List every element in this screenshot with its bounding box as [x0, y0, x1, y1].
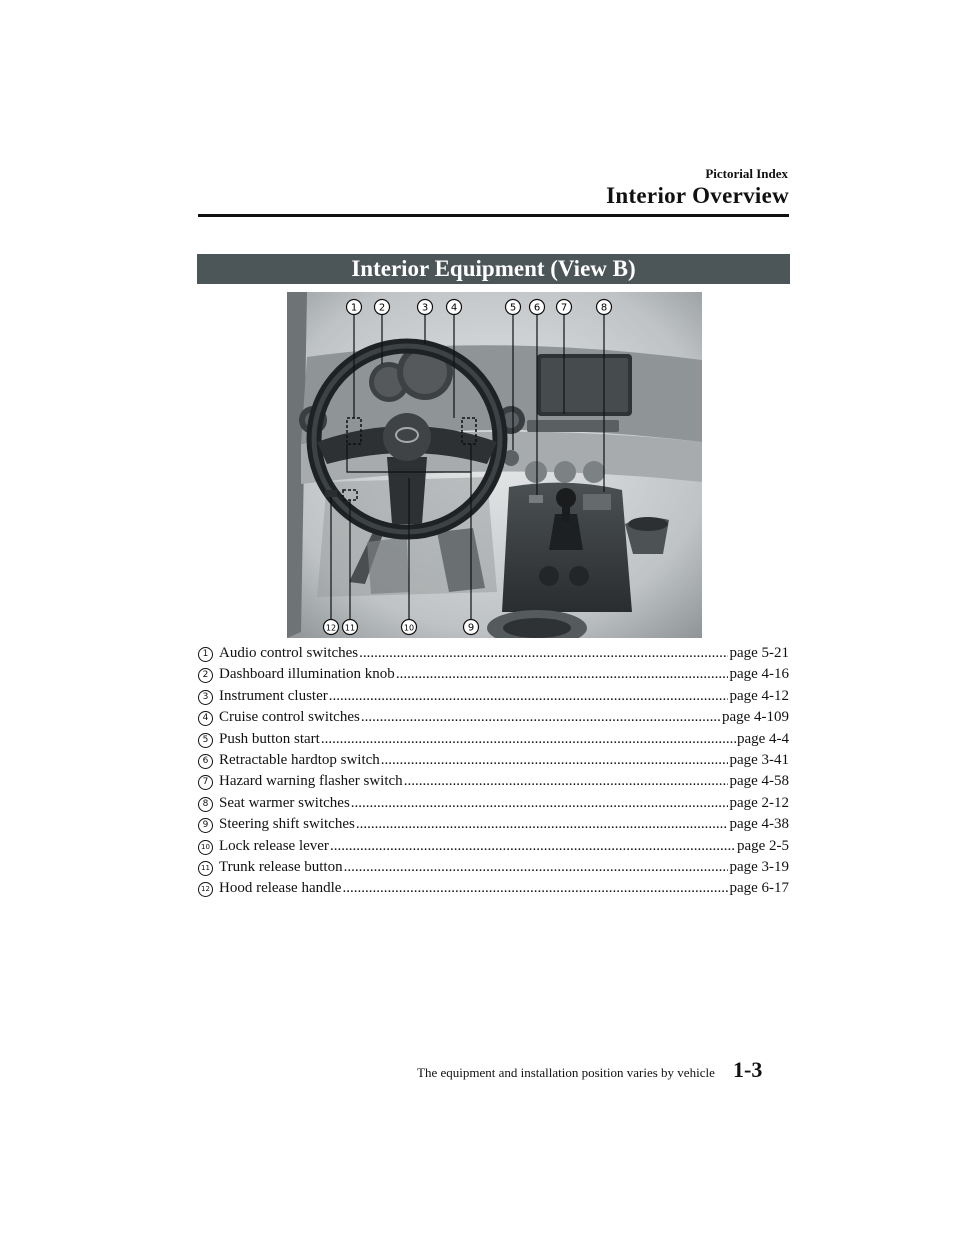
dot-leader	[329, 688, 729, 705]
dot-leader	[351, 795, 729, 812]
list-item	[198, 859, 789, 880]
list-item	[198, 709, 789, 730]
callout-7	[557, 300, 572, 315]
list-item	[198, 666, 789, 687]
dot-leader	[359, 645, 728, 662]
item-number-badge: 9	[198, 818, 213, 833]
callout-4	[447, 300, 462, 315]
dot-leader	[321, 731, 736, 748]
callout-2	[375, 300, 390, 315]
item-label: Cruise control switches	[219, 709, 360, 726]
callout-8-number: 8	[600, 302, 608, 314]
header-rule	[198, 214, 789, 217]
callout-7-number: 7	[560, 302, 568, 314]
callout-12-number: 12	[325, 623, 337, 633]
callout-4-number: 4	[450, 302, 458, 314]
callout-10-number: 10	[403, 623, 415, 633]
dot-leader	[356, 816, 729, 833]
page-reference: page 4-38	[729, 816, 789, 833]
callout-2-number: 2	[378, 302, 386, 314]
item-label: Hood release handle	[219, 880, 342, 897]
item-label: Retractable hardtop switch	[219, 751, 380, 768]
steering-assembly	[314, 344, 500, 532]
callout-5	[506, 300, 521, 315]
page-reference: page 5-21	[729, 645, 789, 661]
list-item	[198, 838, 789, 859]
list-item	[198, 816, 789, 837]
item-number-badge: 5	[198, 733, 213, 748]
item-label: Dashboard illumination knob	[219, 666, 395, 683]
dot-leader	[330, 838, 736, 855]
item-number-badge: 7	[198, 775, 213, 790]
dot-leader	[404, 773, 729, 790]
callout-6	[530, 300, 545, 315]
item-label: Seat warmer switches	[219, 794, 350, 811]
item-label: Trunk release button	[219, 858, 343, 875]
page-reference: page 4-16	[729, 666, 789, 683]
callout-9	[464, 620, 479, 635]
callout-11-number: 11	[344, 623, 356, 633]
item-number-badge: 10	[198, 840, 213, 855]
item-label: Hazard warning flasher switch	[219, 773, 403, 790]
item-label: Push button start	[219, 730, 320, 747]
page-reference: page 2-12	[729, 794, 789, 811]
page-number: 1-3	[733, 1057, 763, 1082]
page-reference: page 4-4	[736, 730, 789, 747]
equipment-list	[198, 645, 789, 902]
dot-leader	[342, 880, 728, 897]
callout-10	[402, 620, 417, 635]
item-number-badge: 3	[198, 690, 213, 705]
footer-note: The equipment and installation position varies by vehicle	[417, 1065, 715, 1080]
item-label: Lock release lever	[219, 837, 329, 854]
item-number-badge: 8	[198, 797, 213, 812]
page-title: Interior Overview	[606, 183, 789, 208]
page-reference: page 6-17	[729, 880, 789, 897]
dot-leader	[396, 666, 729, 683]
page-reference: page 4-12	[729, 687, 789, 704]
callout-5-number: 5	[509, 302, 517, 314]
list-item	[198, 773, 789, 794]
item-label: Audio control switches	[219, 645, 359, 661]
item-label: Steering shift switches	[219, 816, 355, 833]
page-reference: page 3-19	[729, 858, 789, 875]
list-item	[198, 645, 789, 666]
list-item	[198, 795, 789, 816]
item-label: Instrument cluster	[219, 687, 328, 704]
item-number-badge: 12	[198, 882, 213, 897]
list-item	[198, 731, 789, 752]
list-item	[198, 688, 789, 709]
page-reference: page 2-5	[736, 837, 789, 854]
interior-illustration	[287, 292, 702, 638]
callout-3	[418, 300, 433, 315]
callout-11	[343, 620, 358, 635]
list-item	[198, 880, 789, 901]
dot-leader	[361, 709, 721, 726]
callout-12	[324, 620, 339, 635]
item-number-badge: 1	[198, 647, 213, 662]
callout-6-number: 6	[533, 302, 541, 314]
page-reference: page 4-109	[721, 709, 789, 726]
callout-1	[347, 300, 362, 315]
callout-3-number: 3	[421, 302, 429, 314]
dot-leader	[344, 859, 729, 876]
dot-leader	[381, 752, 729, 769]
section-banner: Interior Equipment (View B)	[197, 254, 790, 284]
page-reference: page 4-58	[729, 773, 789, 790]
item-number-badge: 11	[198, 861, 213, 876]
item-number-badge: 6	[198, 754, 213, 769]
section-label: Pictorial Index	[705, 166, 788, 181]
callout-1-number: 1	[350, 302, 358, 314]
item-number-badge: 2	[198, 668, 213, 683]
callout-8	[597, 300, 612, 315]
callout-9-number: 9	[467, 622, 475, 634]
list-item	[198, 752, 789, 773]
item-number-badge: 4	[198, 711, 213, 726]
page-reference: page 3-41	[729, 751, 789, 768]
